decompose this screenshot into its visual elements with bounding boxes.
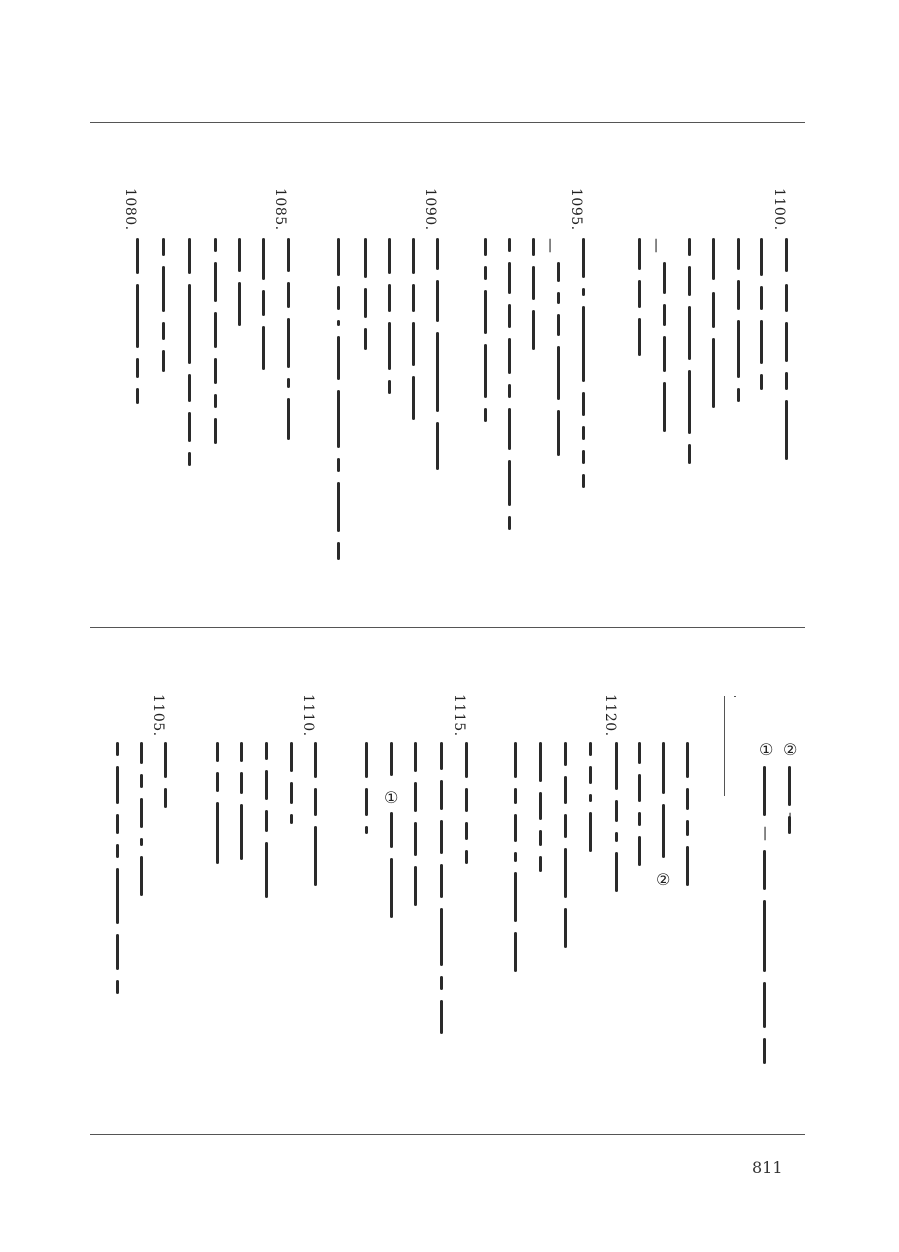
verse-line (410, 238, 416, 420)
em-dash: — (648, 238, 666, 253)
line-number-1095: 1095. (568, 188, 584, 231)
verse-line (238, 742, 244, 860)
verse-line (735, 238, 741, 402)
verse-line (160, 238, 166, 372)
footnote-separator-line (724, 696, 725, 796)
verse-line (363, 742, 369, 834)
verse-line (186, 238, 192, 466)
verse-line (710, 238, 716, 408)
verse-line (114, 742, 120, 994)
verse-line (214, 742, 220, 864)
verse-line (138, 742, 144, 896)
verse-line (434, 238, 440, 470)
footnote-text (761, 850, 767, 1064)
footnote-text (761, 766, 767, 822)
verse-line (482, 238, 488, 422)
line-number-1090: 1090. (422, 188, 438, 231)
verse-line (263, 742, 269, 898)
verse-line (686, 238, 692, 464)
verse-line (512, 742, 518, 972)
middle-rule (90, 627, 805, 628)
line-number-1085: 1085. (272, 188, 288, 231)
footnote-dash: — (757, 826, 775, 841)
em-dash: — (542, 238, 560, 253)
footnote-separator (734, 696, 736, 697)
verse-line (613, 742, 619, 892)
verse-line (388, 812, 394, 918)
verse-line (684, 742, 690, 886)
verse-line (285, 238, 291, 440)
verse-line (555, 262, 561, 456)
verse-line (580, 238, 586, 488)
line-number-1080: 1080. (122, 188, 138, 231)
verse-line (288, 742, 294, 824)
line-number-1105: 1105. (150, 694, 166, 737)
footnote-dash: — (782, 812, 800, 827)
verse-line (636, 742, 642, 866)
verse-line (362, 238, 368, 350)
verse-line (260, 238, 266, 370)
bottom-rule (90, 1134, 805, 1135)
verse-line (636, 238, 642, 356)
line-number-1120: 1120. (602, 694, 618, 737)
verse-line (587, 742, 593, 852)
line-number-1100: 1100. (771, 188, 787, 231)
verse-line (783, 238, 789, 460)
verse-line (134, 238, 140, 404)
verse-line (506, 238, 512, 530)
verse-line (162, 742, 168, 808)
verse-line (537, 742, 543, 872)
footnote-marker-1: ① (759, 740, 774, 759)
verse-line (661, 262, 667, 432)
footnote-marker-2: ② (783, 740, 798, 759)
line-number-1110: 1110. (300, 694, 316, 737)
verse-line (388, 742, 394, 776)
verse-line (212, 238, 218, 444)
top-rule (90, 122, 805, 123)
verse-line (758, 238, 764, 390)
verse-line (236, 238, 242, 326)
inline-footnote-2: ② (656, 870, 671, 889)
verse-line (463, 742, 469, 864)
page-number: 811 (752, 1158, 783, 1177)
verse-line (386, 238, 392, 394)
verse-line (412, 742, 418, 906)
verse-line (660, 742, 666, 858)
verse-line (312, 742, 318, 886)
verse-line (530, 238, 536, 350)
line-number-1115: 1115. (451, 694, 467, 737)
verse-line (438, 742, 444, 1034)
inline-footnote-1: ① (384, 788, 399, 807)
verse-line (335, 238, 341, 560)
verse-line (562, 742, 568, 948)
